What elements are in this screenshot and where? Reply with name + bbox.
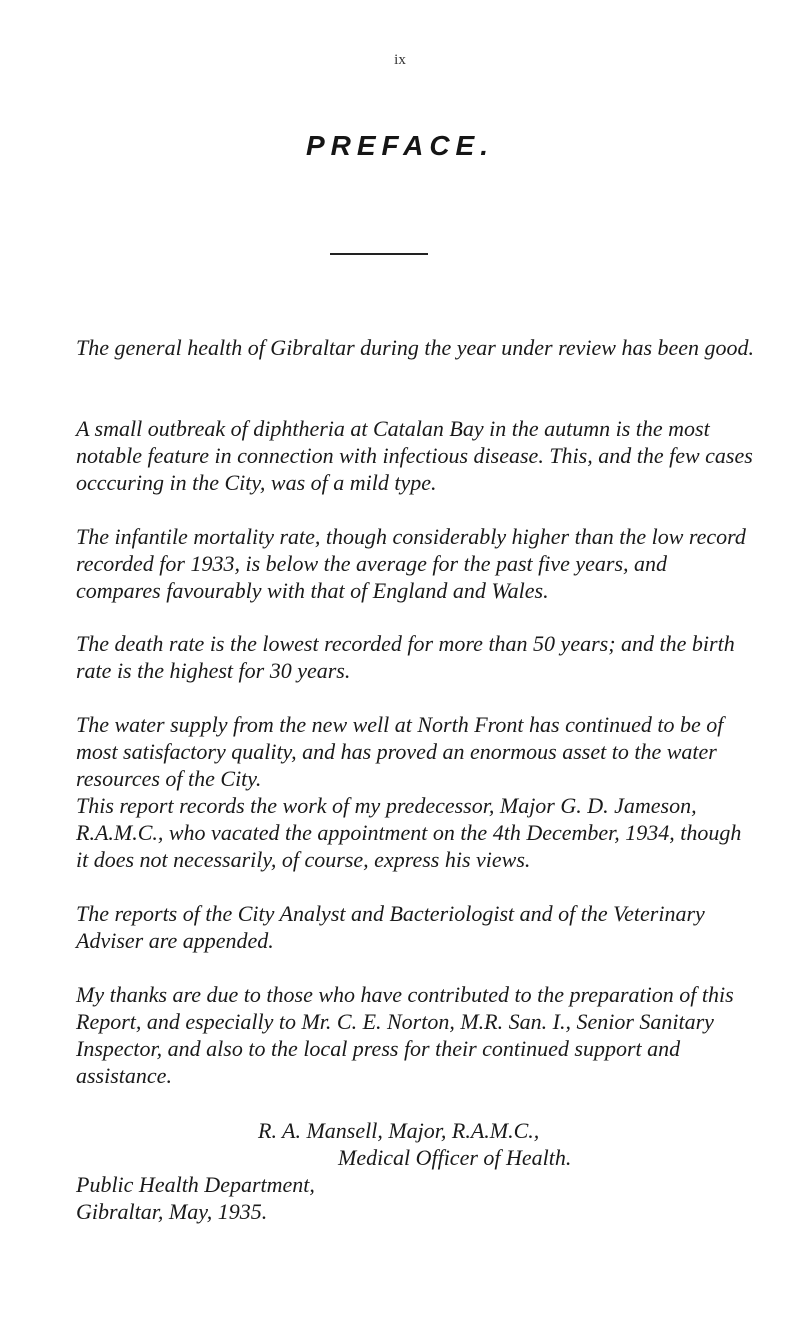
paragraph-thanks: My thanks are due to those who have contributed to the preparation of this Report, and especially to Mr. C. E. Norton, M.R. San. I., Senior Sanitary Inspector, and also to the local press for their continued support and assistance.: [76, 982, 734, 1088]
paragraph-diphtheria: A small outbreak of diphtheria at Catalan Bay in the autumn is the most notable feature in connection with infectious disease. This, and the few cases occcuring in the City, was of a mild type.: [76, 416, 753, 495]
paragraph-predecessor: This report records the work of my predecessor, Major G. D. Jameson, R.A.M.C., who vacated the appointment on the 4th December, 1934, though it does not necessarily, of course, express his views.: [76, 793, 742, 872]
paragraph-appended-reports: The reports of the City Analyst and Bacteriologist and of the Veterinary Adviser are appended.: [76, 901, 705, 953]
sender-department: Public Health Department,: [76, 1172, 315, 1197]
paragraph-general-health: The general health of Gibraltar during the year under review has been good.: [76, 335, 755, 360]
paragraph-infantile-mortality: The infantile mortality rate, though considerably higher than the low record recorded for 1933, is below the average for the past five years, and compares favourably with that of England and Wales.: [76, 524, 746, 603]
page-number: ix: [394, 52, 406, 68]
sender-place-date: Gibraltar, May, 1935.: [76, 1199, 268, 1224]
paragraph-death-birth-rate: The death rate is the lowest recorded for more than 50 years; and the birth rate is the highest for 30 years.: [76, 631, 735, 683]
title-divider: [330, 253, 428, 255]
signature-title: Medical Officer of Health.: [338, 1145, 572, 1170]
page-title: PREFACE.: [305, 130, 495, 161]
paragraph-water-supply: The water supply from the new well at North Front has continued to be of most satisfactory quality, and has proved an enormous asset to the water resources of the City.: [76, 712, 724, 791]
signature-name: R. A. Mansell, Major, R.A.M.C.,: [258, 1118, 540, 1143]
